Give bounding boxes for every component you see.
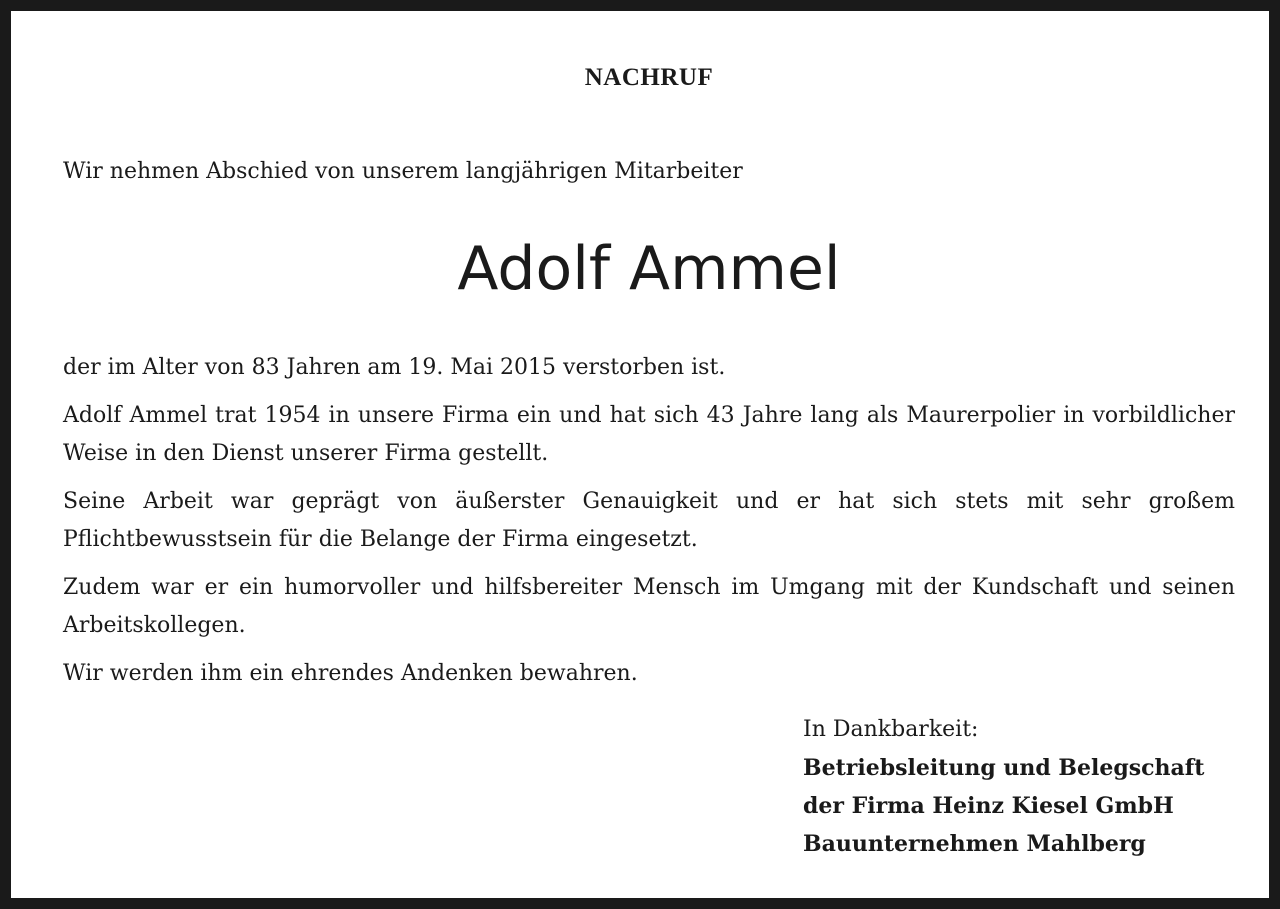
body-paragraph: der im Alter von 83 Jahren am 19. Mai 2015 verstorben ist. xyxy=(63,355,726,380)
signature-line: Betriebsleitung und Belegschaft xyxy=(803,755,1205,781)
signature-block xyxy=(803,711,1235,863)
signature-lead: In Dankbarkeit: xyxy=(803,717,979,742)
intro-line: Wir nehmen Abschied von unserem langjährigen Mitarbeiter xyxy=(63,159,743,184)
signature-line: Bauunternehmen Mahlberg xyxy=(803,831,1146,857)
body-paragraph: Wir werden ihm ein ehrendes Andenken bewahren. xyxy=(63,661,638,686)
obituary-content xyxy=(63,11,1235,899)
signature-line: der Firma Heinz Kiesel GmbH xyxy=(803,793,1174,819)
body-paragraph: Seine Arbeit war geprägt von äußerster Genauigkeit und er hat sich stets mit sehr großem Pflichtbewusstsein für die Belange der Firma eingesetzt. xyxy=(63,489,1235,552)
body-paragraph: Zudem war er ein humorvoller und hilfsbereiter Mensch im Umgang mit der Kundschaft und seinen Arbeitskollegen. xyxy=(63,575,1235,638)
obituary-body xyxy=(63,349,1235,703)
body-paragraph: Adolf Ammel trat 1954 in unsere Firma ein und hat sich 43 Jahre lang als Maurerpolier in vorbildlicher Weise in den Dienst unserer Firma gestellt. xyxy=(63,403,1235,466)
obituary-heading: NACHRUF xyxy=(584,64,714,91)
deceased-name: Adolf Ammel xyxy=(457,234,841,304)
